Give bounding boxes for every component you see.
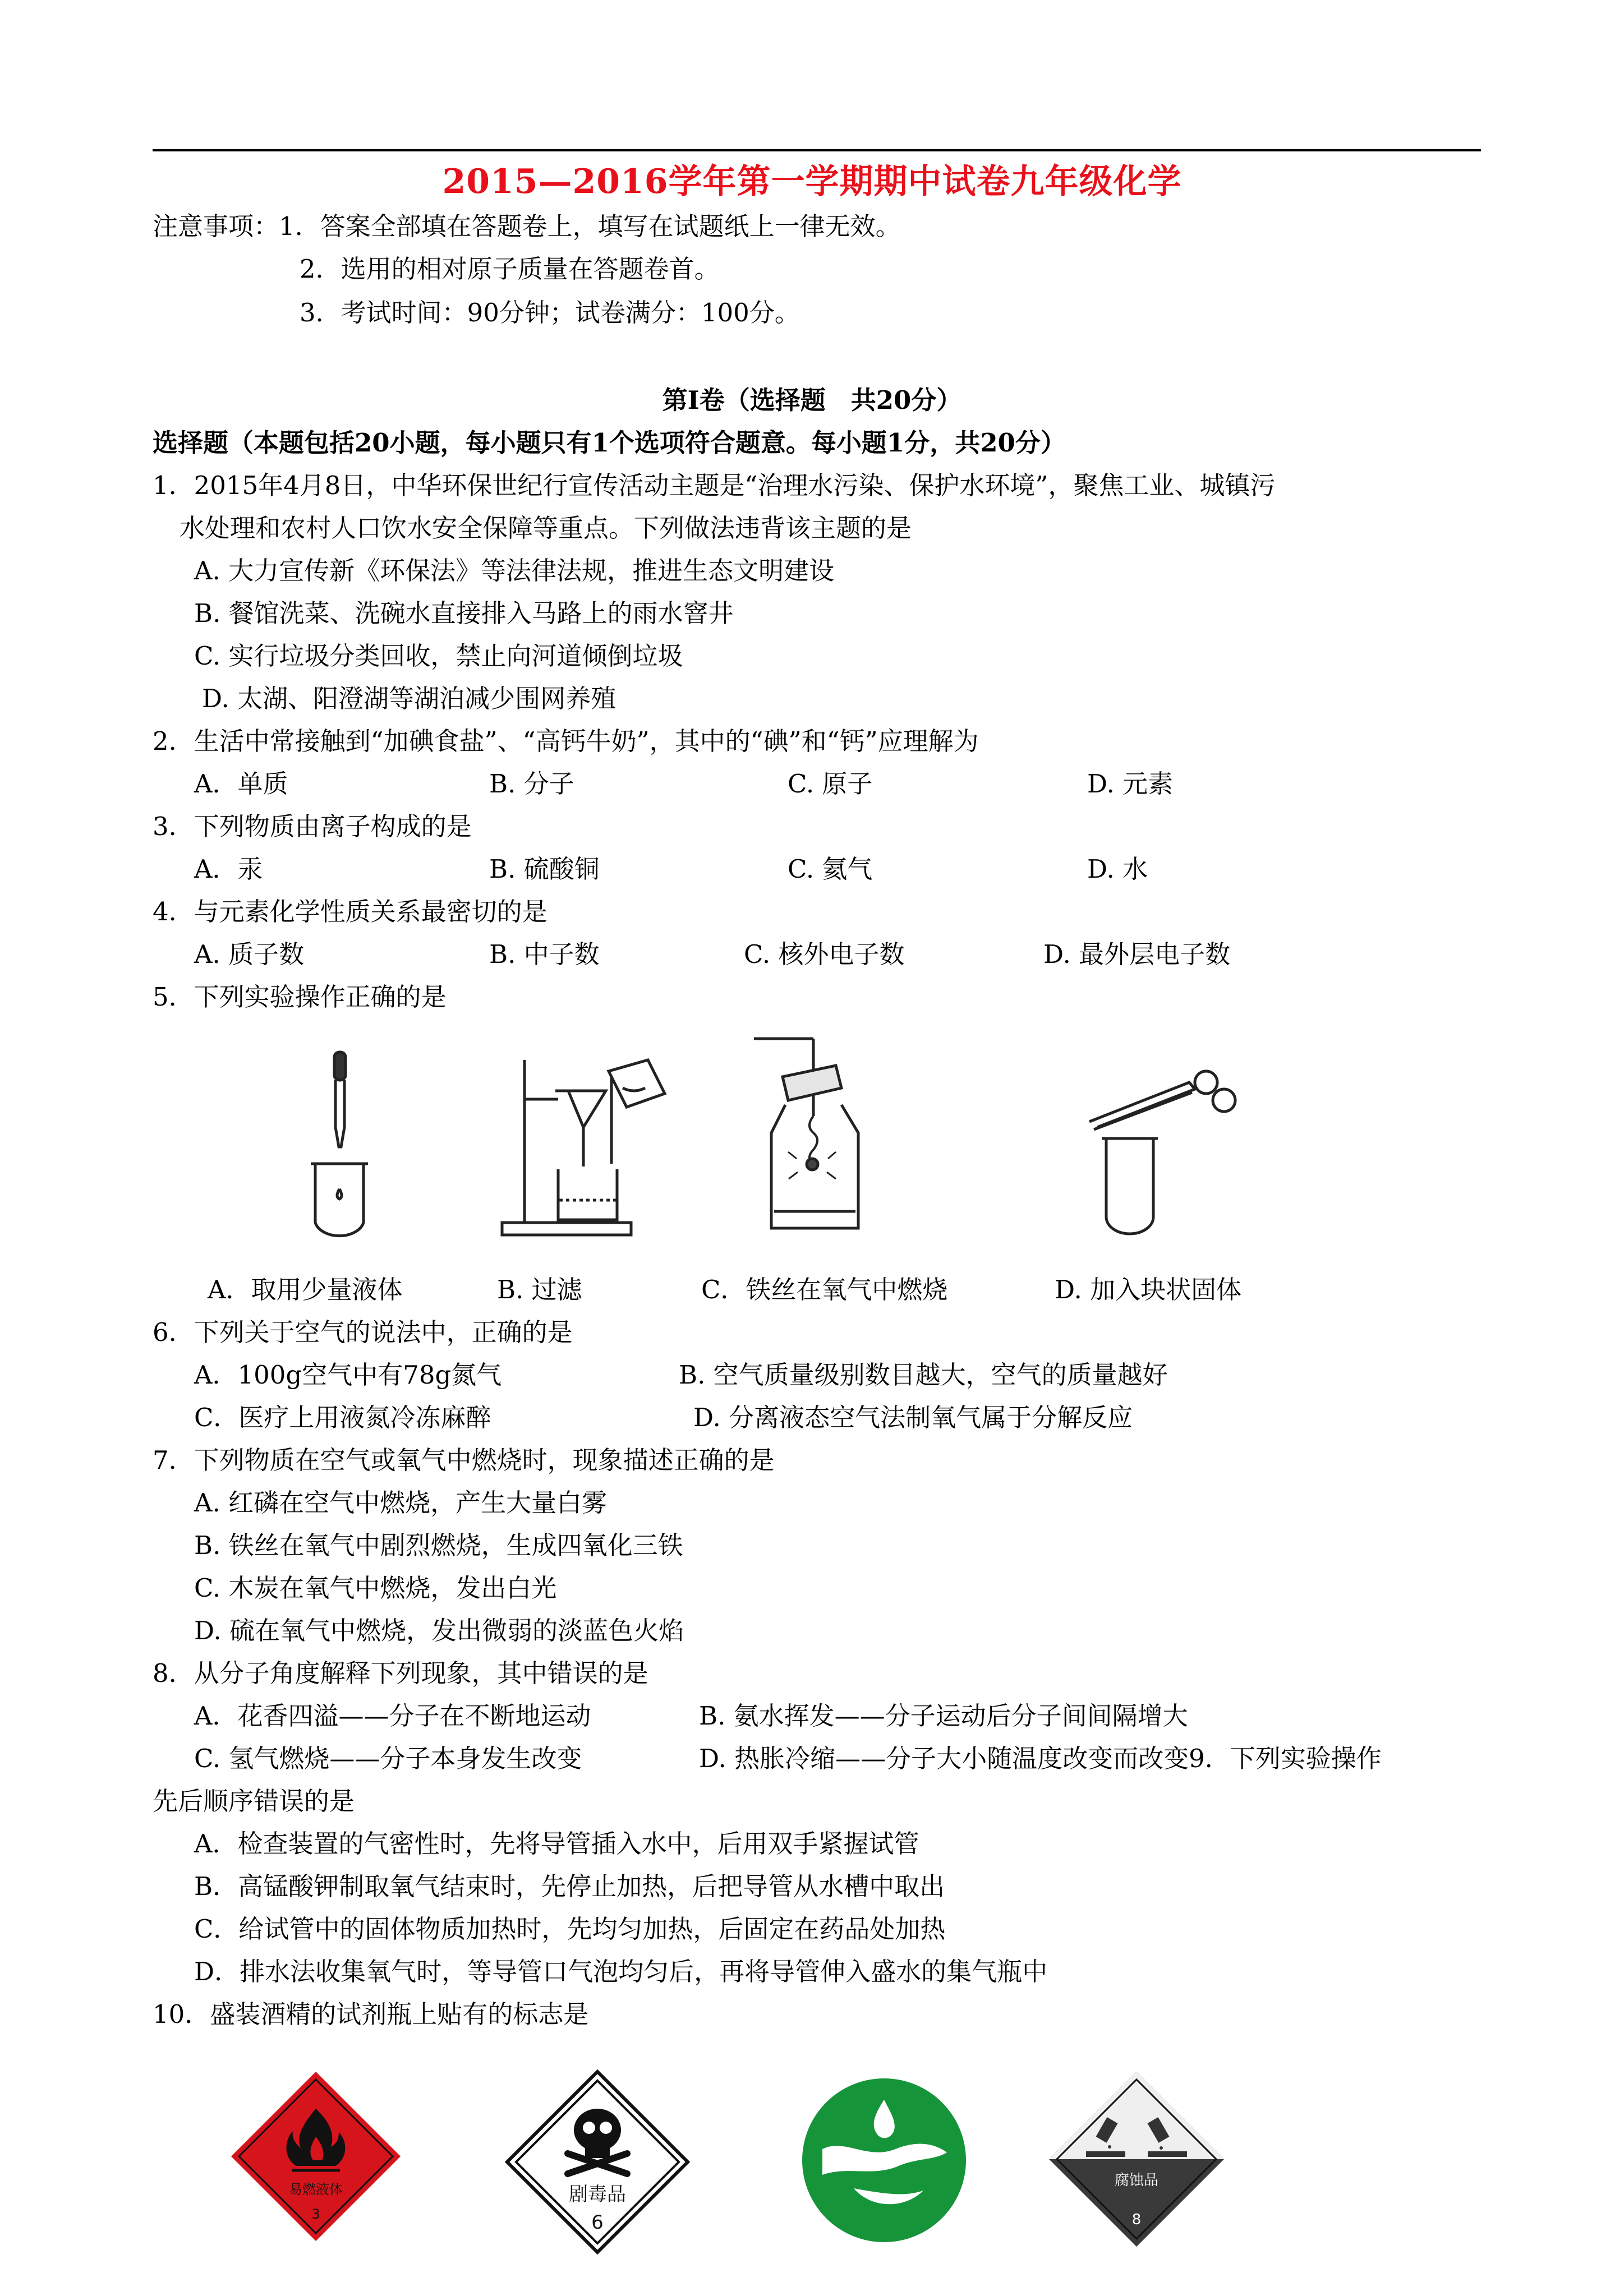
water-saving-sign — [800, 2076, 968, 2244]
q5-stem: 5．下列实验操作正确的是 — [153, 982, 447, 1012]
q2-stem: 2．生活中常接触到“加碘食盐”、“高钙牛奶”，其中的“碘”和“钙”应理解为 — [153, 726, 979, 756]
q1-option-d: D. 太湖、阳澄湖等湖泊减少围网养殖 — [202, 684, 617, 713]
q1-stem-line1: 1．2015年4月8日，中华环保世纪行宣传活动主题是“治理水污染、保护水环境”，聚焦工业、城镇污 — [153, 471, 1276, 500]
q5-option-b: B. 过滤 — [497, 1275, 582, 1304]
q1-stem-line2: 水处理和农村人口饮水安全保障等重点。下列做法违背该主题的是 — [180, 513, 912, 543]
q5-option-c: C．铁丝在氧气中燃烧 — [701, 1275, 948, 1304]
notice-line-1: 注意事项：1．答案全部填在答题卷上，填写在试题纸上一律无效。 — [153, 211, 901, 241]
page-title: 2015—2016学年第一学期期中试卷九年级化学 — [442, 162, 1182, 201]
q4-option-a: A. 质子数 — [194, 939, 305, 969]
q9-stem-continued: 先后顺序错误的是 — [153, 1786, 355, 1816]
q8-stem: 8．从分子角度解释下列现象，其中错误的是 — [153, 1658, 648, 1688]
corrosive-sign-label: 腐蚀品 — [1114, 2172, 1159, 2189]
q5-option-d: D. 加入块状固体 — [1055, 1275, 1242, 1304]
q1-option-a: A. 大力宣传新《环保法》等法律法规，推进生态文明建设 — [194, 556, 835, 585]
q6-option-b: B. 空气质量级别数目越大，空气的质量越好 — [679, 1360, 1168, 1390]
q6-option-d: D. 分离液态空气法制氧气属于分解反应 — [693, 1403, 1133, 1432]
q3-option-a: A．汞 — [194, 854, 263, 884]
q6-option-a: A．100g空气中有78g氮气 — [194, 1360, 502, 1390]
q3-option-d: D. 水 — [1087, 854, 1148, 884]
q2-option-c: C. 原子 — [788, 769, 873, 799]
q2-option-b: B. 分子 — [489, 769, 574, 799]
q9-option-b: B．高锰酸钾制取氧气结束时，先停止加热，后把导管从水槽中取出 — [194, 1871, 945, 1901]
toxic-sign — [505, 2069, 690, 2254]
q8-option-a: A．花香四溢——分子在不断地运动 — [194, 1701, 591, 1731]
corrosive-sign — [1047, 2069, 1226, 2249]
notice-line-2: 2．选用的相对原子质量在答题卷首。 — [300, 254, 720, 284]
top-rule — [153, 149, 1481, 151]
q4-option-d: D. 最外层电子数 — [1043, 939, 1231, 969]
tweezers-figure — [1077, 1060, 1245, 1245]
q6-stem: 6．下列关于空气的说法中，正确的是 — [153, 1317, 573, 1347]
q1-option-c: C. 实行垃圾分类回收，禁止向河道倾倒垃圾 — [194, 641, 683, 671]
toxic-sign-label: 剧毒品 — [569, 2183, 626, 2206]
q3-option-b: B. 硫酸铜 — [489, 854, 600, 884]
toxic-sign-number: 6 — [591, 2211, 604, 2234]
dropper-figure — [303, 1049, 376, 1245]
flammable-sign-label: 易燃液体 — [289, 2182, 343, 2197]
q8-option-b: B. 氨水挥发——分子运动后分子间间隔增大 — [699, 1701, 1188, 1731]
q8-option-d: D. 热胀冷缩——分子大小随温度改变而改变9．下列实验操作 — [699, 1744, 1382, 1773]
q7-option-a: A. 红磷在空气中燃烧，产生大量白雾 — [194, 1488, 608, 1518]
q9-option-c: C．给试管中的固体物质加热时，先均匀加热，后固定在药品处加热 — [194, 1914, 946, 1944]
q10-stem: 10．盛装酒精的试剂瓶上贴有的标志是 — [153, 1999, 589, 2029]
corrosive-sign-number: 8 — [1131, 2211, 1142, 2228]
q8-option-c: C. 氢气燃烧——分子本身发生改变 — [194, 1744, 582, 1773]
q2-option-d: D. 元素 — [1087, 769, 1174, 799]
q9-option-a: A．检查装置的气密性时，先将导管插入水中，后用双手紧握试管 — [194, 1829, 919, 1859]
q9-option-d: D．排水法收集氧气时，等导管口气泡均匀后，再将导管伸入盛水的集气瓶中 — [194, 1957, 1048, 1986]
choice-instructions: 选择题（本题包括20小题，每小题只有1个选项符合题意。每小题1分，共20分） — [153, 428, 1066, 458]
q4-option-b: B. 中子数 — [489, 939, 600, 969]
q4-option-c: C. 核外电子数 — [744, 939, 905, 969]
q7-option-c: C. 木炭在氧气中燃烧，发出白光 — [194, 1573, 557, 1603]
q7-option-d: D. 硫在氧气中燃烧，发出微弱的淡蓝色火焰 — [194, 1616, 684, 1645]
q7-option-b: B. 铁丝在氧气中剧烈燃烧，生成四氧化三铁 — [194, 1530, 683, 1560]
q2-option-a: A．单质 — [194, 769, 288, 799]
flammable-sign-number: 3 — [311, 2206, 320, 2222]
q6-option-c: C．医疗上用液氮冷冻麻醉 — [194, 1403, 491, 1432]
q4-stem: 4．与元素化学性质关系最密切的是 — [153, 897, 548, 926]
q3-stem: 3．下列物质由离子构成的是 — [153, 812, 472, 841]
filtration-figure — [496, 1049, 676, 1239]
iron-wire-figure — [752, 1032, 875, 1239]
notice-line-3: 3．考试时间：90分钟；试卷满分：100分。 — [300, 298, 800, 328]
q7-stem: 7．下列物质在空气或氧气中燃烧时，现象描述正确的是 — [153, 1445, 775, 1475]
q3-option-c: C. 氦气 — [788, 854, 873, 884]
flammable-liquid-sign — [229, 2069, 403, 2243]
q1-option-b: B. 餐馆洗菜、洗碗水直接排入马路上的雨水窨井 — [194, 598, 734, 628]
q5-option-a: A．取用少量液体 — [208, 1275, 403, 1304]
section-heading: 第Ⅰ卷（选择题 共20分） — [662, 385, 962, 415]
